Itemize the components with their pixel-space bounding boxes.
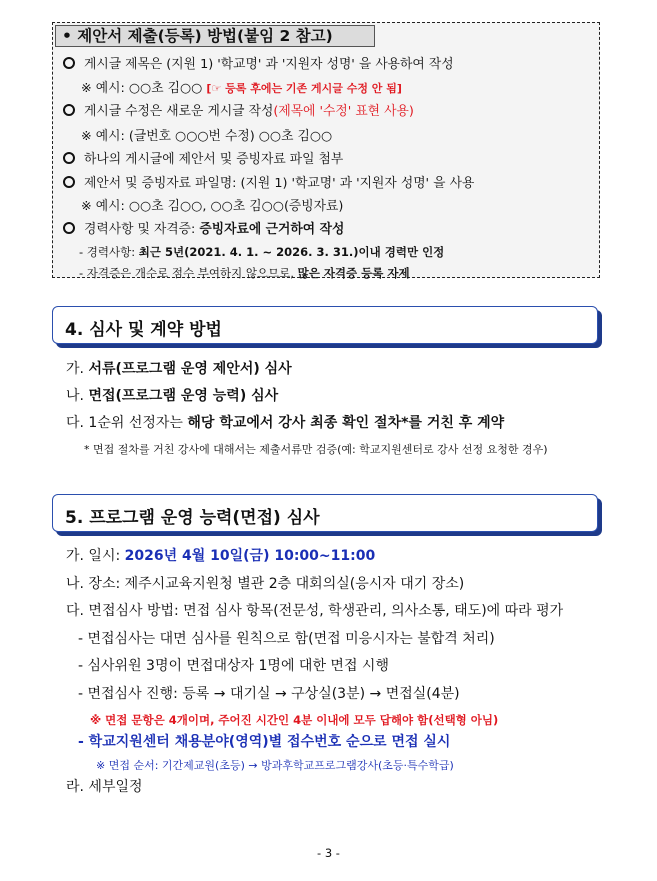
box-line-6: 제안서 및 증빙자료 파일명: (지원 1) '학교명' 과 '지원자 성명' 을 사용	[63, 176, 474, 192]
box-line-4: ※ 예시: (글번호 ○○○번 수정) ○○초 김○○	[81, 129, 333, 144]
circle-bullet-icon	[63, 176, 75, 188]
submission-method-box	[52, 22, 600, 278]
circle-bullet-icon	[63, 57, 75, 69]
section-5-detail-3: - 면접심사 진행: 등록 → 대기실 → 구상실(3분) → 면접실(4분)	[78, 686, 460, 702]
box-line-9: - 경력사항: 최근 5년(2021. 4. 1. ~ 2026. 3. 31.)이내 경력만 인정	[79, 245, 445, 259]
box-line-10: - 자격증은 개수로 점수 부여하지 않으므로, 많은 자격증 등록 자제	[79, 266, 410, 280]
section-4-title: 4. 심사 및 계약 방법	[65, 320, 222, 340]
circle-bullet-icon	[63, 152, 75, 164]
section-5-title: 5. 프로그램 운영 능력(면접) 심사	[65, 508, 320, 528]
box-line-2: ※ 예시: ○○초 김○○ [☞ 등록 후에는 기존 게시글 수정 안 됨]	[81, 81, 402, 96]
box-line-7: ※ 예시: ○○초 김○○, ○○초 김○○(증빙자료)	[81, 199, 344, 214]
section-5-place: 나. 장소: 제주시교육지원청 별관 2층 대회의실(응시자 대기 장소)	[66, 576, 465, 592]
section-5-header	[52, 494, 598, 532]
section-5-detail-2: - 심사위원 3명이 면접대상자 1명에 대한 면접 시행	[78, 658, 389, 674]
box-line-8: 경력사항 및 자격증: 증빙자료에 근거하여 작성	[63, 222, 344, 238]
section-4-header	[52, 306, 598, 344]
section-5-red-note: ※ 면접 문항은 4개이며, 주어진 시간인 4분 이내에 모두 답해야 함(선택형 아님)	[90, 713, 499, 727]
box-line-1: 게시글 제목은 (지원 1) '학교명' 과 '지원자 성명' 을 사용하여 작성	[63, 57, 454, 73]
section-5-order-note: ※ 면접 순서: 기간제교원(초등) → 방과후학교프로그램강사(초등·특수학급)	[96, 759, 454, 772]
circle-bullet-icon	[63, 222, 75, 234]
page-number: - 3 -	[317, 846, 340, 860]
section-4-note: * 면접 절차를 거친 강사에 대해서는 제출서류만 검증(예: 학교지원센터로 강사 선정 요청한 경우)	[84, 443, 548, 456]
section-5-order: - 학교지원센터 채용분야(영역)별 접수번호 순으로 면접 실시	[78, 734, 451, 750]
section-5-schedule: 라. 세부일정	[66, 779, 143, 795]
section-5-method: 다. 면접심사 방법: 면접 심사 항목(전문성, 학생관리, 의사소통, 태도)에 따라 평가	[66, 603, 564, 619]
section-4-item-a: 가. 서류(프로그램 운영 제안서) 심사	[66, 361, 292, 377]
section-5-date: 가. 일시: 2026년 4월 10일(금) 10:00~11:00	[66, 548, 376, 564]
section-4-item-b: 나. 면접(프로그램 운영 능력) 심사	[66, 388, 279, 404]
section-5-detail-1: - 면접심사는 대면 심사를 원칙으로 함(면접 미응시자는 불합격 처리)	[78, 631, 495, 647]
box-title: • 제안서 제출(등록) 방법(붙임 2 참고)	[55, 25, 375, 47]
box-line-5: 하나의 게시글에 제안서 및 증빙자료 파일 첨부	[63, 152, 343, 168]
circle-bullet-icon	[63, 104, 75, 116]
box-line-3: 게시글 수정은 새로운 게시글 작성(제목에 '수정' 표현 사용)	[63, 104, 414, 120]
section-4-item-c: 다. 1순위 선정자는 해당 학교에서 강사 최종 확인 절차*를 거친 후 계약	[66, 415, 505, 431]
